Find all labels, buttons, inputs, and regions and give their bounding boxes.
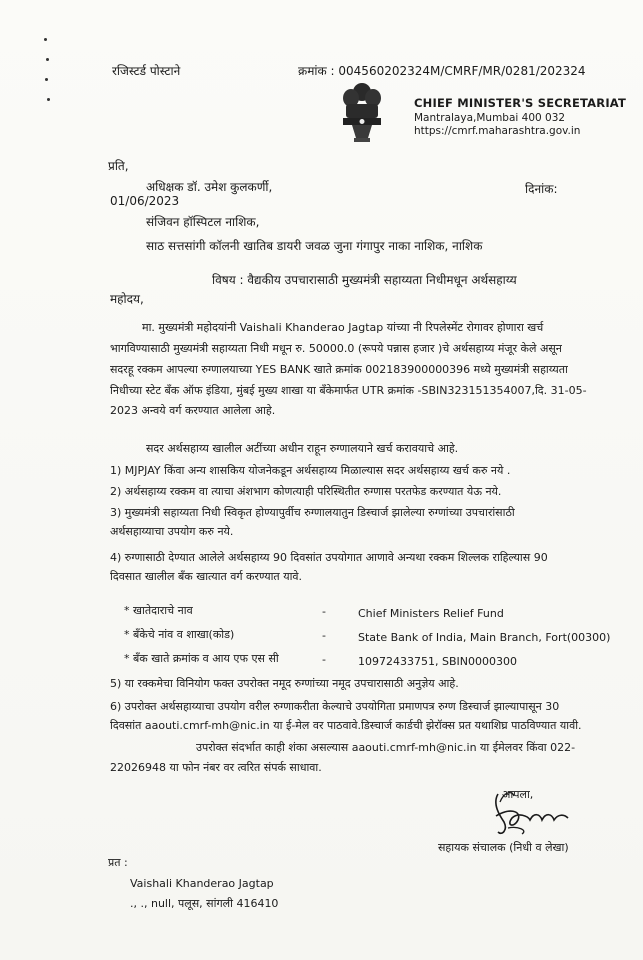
body-line: 2023 अन्वये वर्ग करण्यात आलेला आहे. xyxy=(110,404,276,417)
bank-holder-value: Chief Ministers Relief Fund xyxy=(358,607,504,620)
copy-label: प्रत : xyxy=(108,856,128,869)
bank-name-label: * बँकेचे नांव व शाखा(कोड) xyxy=(124,628,235,641)
reference-label: क्रमांक : xyxy=(298,64,335,78)
condition-item: दिवसांत aaouti.cmrf-mh@nic.in या ई-मेल वर पाठवावे.डिस्चार्ज कार्डची झेरॉक्स प्रत यथाशिघ्र पाठविण्यात यावी. xyxy=(110,719,582,732)
body-line: सदरहू रक्कम आपल्या रुग्णालयाच्या YES BANK खाते क्रमांक 002183900000396 मध्ये मुख्यमंत्री सहाय्यता xyxy=(110,363,568,376)
bank-name-value: State Bank of India, Main Branch, Fort(00300) xyxy=(358,631,611,644)
body-line: मा. मुख्यमंत्री महोदयांनी Vaishali Khanderao Jagtap यांच्या नी रिपलेस्मेंट रोगावर होणारा खर्च xyxy=(142,321,544,334)
secretariat-address: Mantralaya,Mumbai 400 032 xyxy=(414,112,566,124)
condition-item: 3) मुख्यमंत्री सहाय्यता निधी स्विकृत होण्यापुर्वीच रुग्णालयातुन डिस्चार्ज झालेल्या रुग्णांच्या उपचारांसाठी xyxy=(110,506,515,519)
margin-dot xyxy=(46,58,49,61)
copy-recipient-address: ., ., null, पलूस, सांगली 416410 xyxy=(130,897,279,910)
body-line: भागविण्यासाठी मुख्यमंत्री सहाय्यता निधी मधून रु. 50000.0 (रूपये पन्नास हजार )चे अर्थसहाय्य मंजूर केले असून xyxy=(110,342,562,355)
bank-account-label: * बँक खाते क्रमांक व आय एफ एस सी xyxy=(124,652,279,665)
recipient-hospital: संजिवन हॉस्पिटल नाशिक, xyxy=(146,215,260,229)
secretariat-title: CHIEF MINISTER'S SECRETARIAT xyxy=(414,96,627,110)
signature-icon xyxy=(478,786,588,844)
subject-line: विषय : वैद्यकीय उपचारासाठी मुख्यमंत्री सहाय्यता निधीमधून अर्थसहाय्य xyxy=(212,273,517,287)
signatory-designation: सहायक संचालक (निधी व लेखा) xyxy=(438,841,569,854)
margin-dot xyxy=(45,78,48,81)
recipient-name: अधिक्षक डॉ. उमेश कुलकर्णी, xyxy=(146,180,273,194)
letter-date: 01/06/2023 xyxy=(110,194,180,208)
date-label: दिनांक: xyxy=(525,182,558,196)
margin-dot xyxy=(44,38,47,41)
reference-number: 004560202324M/CMRF/MR/0281/202324 xyxy=(338,64,586,78)
contact-line: 22026948 या फोन नंबर वर त्वरित संपर्क साधावा. xyxy=(110,761,322,774)
yours-faithfully: आपला, xyxy=(502,788,534,801)
registered-post-label: रजिस्टर्ड पोस्टाने xyxy=(112,64,181,78)
condition-item: 5) या रक्कमेचा विनियोग फक्त उपरोक्त नमूद रुग्णांच्या नमूद उपचारासाठी अनुज्ञेय आहे. xyxy=(110,677,459,690)
condition-item: 6) उपरोक्त अर्थसहाय्याचा उपयोग वरील रुग्णाकरीता केल्याचे उपयोगिता प्रमाणपत्र रुग्ण डिस्चार्ज झाल्यापासून 30 xyxy=(110,700,560,713)
condition-item: 2) अर्थसहाय्य रक्कम वा त्याचा अंशभाग कोणत्याही परिस्थितीत रुग्णास परतफेड करण्यात येऊ नये. xyxy=(110,485,502,498)
body-line: निधीच्या स्टेट बँक ऑफ इंडिया, मुंबई मुख्य शाखा या बँकेमार्फत UTR क्रमांक -SBIN323151354007,दि. 31-05- xyxy=(110,384,587,397)
condition-item: 4) रुग्णासाठी देण्यात आलेले अर्थसहाय्य 90 दिवसांत उपयोगात आणावे अन्यथा रक्कम शिल्लक राहिल्यास 90 xyxy=(110,551,548,564)
condition-item: 1) MJPJAY किंवा अन्य शासकिय योजनेकडून अर्थसहाय्य मिळाल्यास सदर अर्थसहाय्य खर्च करु नये . xyxy=(110,464,511,477)
secretariat-website: https://cmrf.maharashtra.gov.in xyxy=(414,125,581,137)
bank-holder-label: * खातेदाराचे नाव xyxy=(124,604,193,617)
bank-separator: - xyxy=(322,605,326,618)
contact-line: उपरोक्त संदर्भात काही शंका असल्यास aaouti.cmrf-mh@nic.in या ईमेलवर किंवा 022- xyxy=(196,741,576,754)
reference-number-line xyxy=(298,62,586,79)
condition-item: दिवसात खालील बँक खात्यात वर्ग करण्यात यावे. xyxy=(110,570,303,583)
margin-dot xyxy=(47,98,50,101)
recipient-address: साठ सत्तसांगी कॉलनी खातिब डायरी जवळ जुना गंगापुर नाका नाशिक, नाशिक xyxy=(146,239,483,253)
state-emblem-icon xyxy=(338,80,386,144)
salutation: महोदय, xyxy=(110,292,144,306)
to-label: प्रति, xyxy=(108,159,129,173)
bank-account-value: 10972433751, SBIN0000300 xyxy=(358,655,517,668)
bank-separator: - xyxy=(322,653,326,666)
copy-recipient-name: Vaishali Khanderao Jagtap xyxy=(130,877,274,890)
conditions-intro: सदर अर्थसहाय्य खालील अटींच्या अधीन राहून रुग्णालयाने खर्च करावयाचे आहे. xyxy=(146,442,459,455)
bank-separator: - xyxy=(322,629,326,642)
condition-item: अर्थसहाय्याचा उपयोग करु नये. xyxy=(110,525,234,538)
